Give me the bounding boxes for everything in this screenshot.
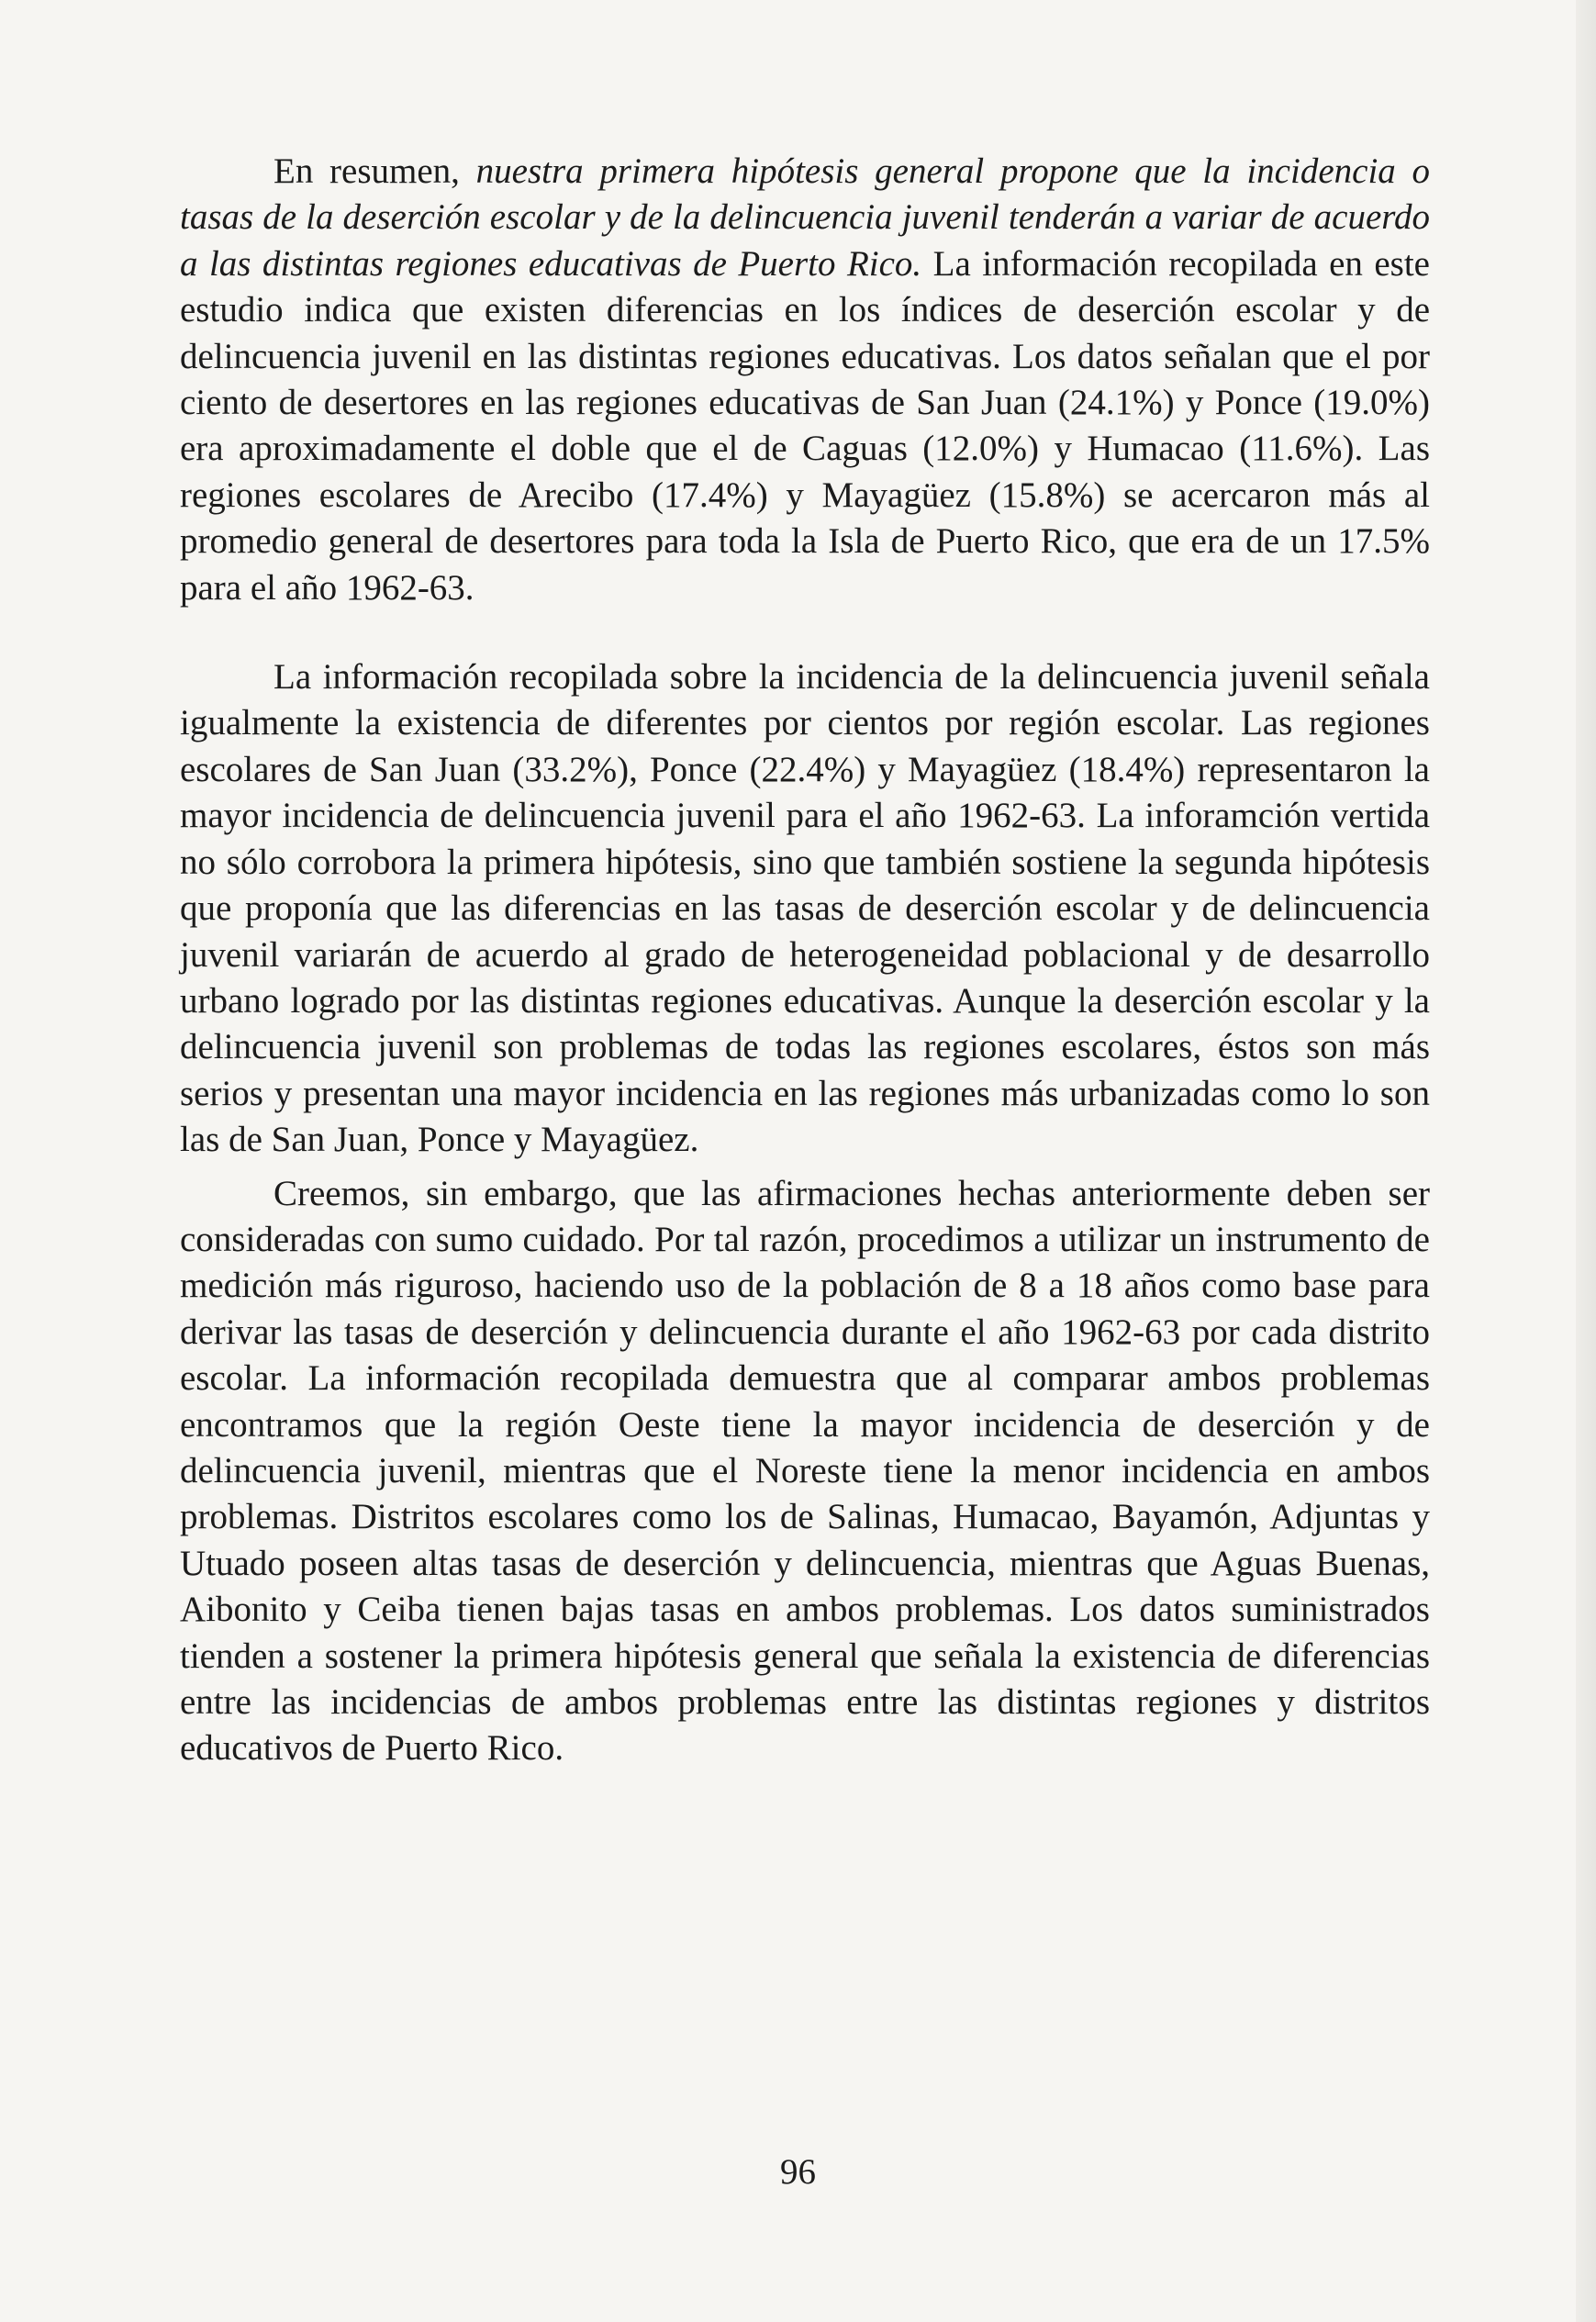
- paragraph-delinquency: La información recopilada sobre la incidencia de la delincuencia juvenil señala igualmente la existencia de diferentes por cientos por región escolar. Las regiones escolares de San Juan (33.2%), Ponce (22.4%) y Mayagüez (18.4%) representaron la mayor incidencia de delincuencia juvenil para el año 1962-63. La inforamción vertida no sólo corrobora la primera hipótesis, sino que también sostiene la segunda hipótesis que proponía que las diferencias en las tasas de deserción escolar y de delincuencia juvenil variarán de acuerdo al grado de heterogeneidad poblacional y de desarrollo urbano logrado por las distintas regiones educativas. Aunque la deserción escolar y la delincuencia juvenil son problemas de todas las regiones escolares, éstos son más serios y presentan una mayor incidencia en las regiones más urbanizadas como lo son las de San Juan, Ponce y Mayagüez.: [180, 657, 1430, 1160]
- page-edge-shadow: [1576, 0, 1596, 2322]
- paragraph-summary-rest: La información recopilada en este estudio indica que existen diferencias en los índices de deserción escolar y de delincuencia juvenil en las distintas regiones educativas. Los datos señalan que el por ciento de desertores en las regiones educativas de San Juan (24.1%) y Ponce (19.0%) era aproximadamente el doble que el de Caguas (12.0%) y Humacao (11.6%). Las regiones escolares de Arecibo (17.4%) y Mayagüez (15.8%) se acercaron más al promedio general de desertores para toda la Isla de Puerto Rico, que era de un 17.5% para el año 1962-63.: [180, 243, 1430, 608]
- page-number: 96: [780, 2152, 816, 2192]
- hypothesis-italic: nuestra primera hipótesis general propone que la incidencia o tasas de la deserción escolar y de la delincuencia juvenil tenderán a variar de acuerdo a las distintas regiones educativas de Puerto Rico.: [180, 151, 1430, 284]
- paragraph-conclusion: Creemos, sin embargo, que las afirmaciones hechas anteriormente deben ser consideradas con sumo cuidado. Por tal razón, procedimos a utilizar un instrumento de medición más riguroso, haciendo uso de la población de 8 a 18 años como base para derivar las tasas de deserción y delincuencia durante el año 1962-63 por cada distrito escolar. La información recopilada demuestra que al comparar ambos problemas encontramos que la región Oeste tiene la mayor incidencia de deserción y de delincuencia juvenil, mientras que el Noreste tiene la menor incidencia en ambos problemas. Distritos escolares como los de Salinas, Humacao, Bayamón, Adjuntas y Utuado poseen altas tasas de deserción y delincuencia, mientras que Aguas Buenas, Aibonito y Ceiba tienen bajas tasas en ambos problemas. Los datos suministrados tienden a sostener la primera hipótesis general que señala la existencia de diferencias entre las incidencias de ambos problemas entre las distintas regiones y distritos educativos de Puerto Rico.: [180, 1173, 1430, 1769]
- paragraph-summary-lead: En resumen,: [273, 151, 476, 191]
- paragraph-summary: [180, 149, 1430, 611]
- body-text: [180, 149, 1430, 1772]
